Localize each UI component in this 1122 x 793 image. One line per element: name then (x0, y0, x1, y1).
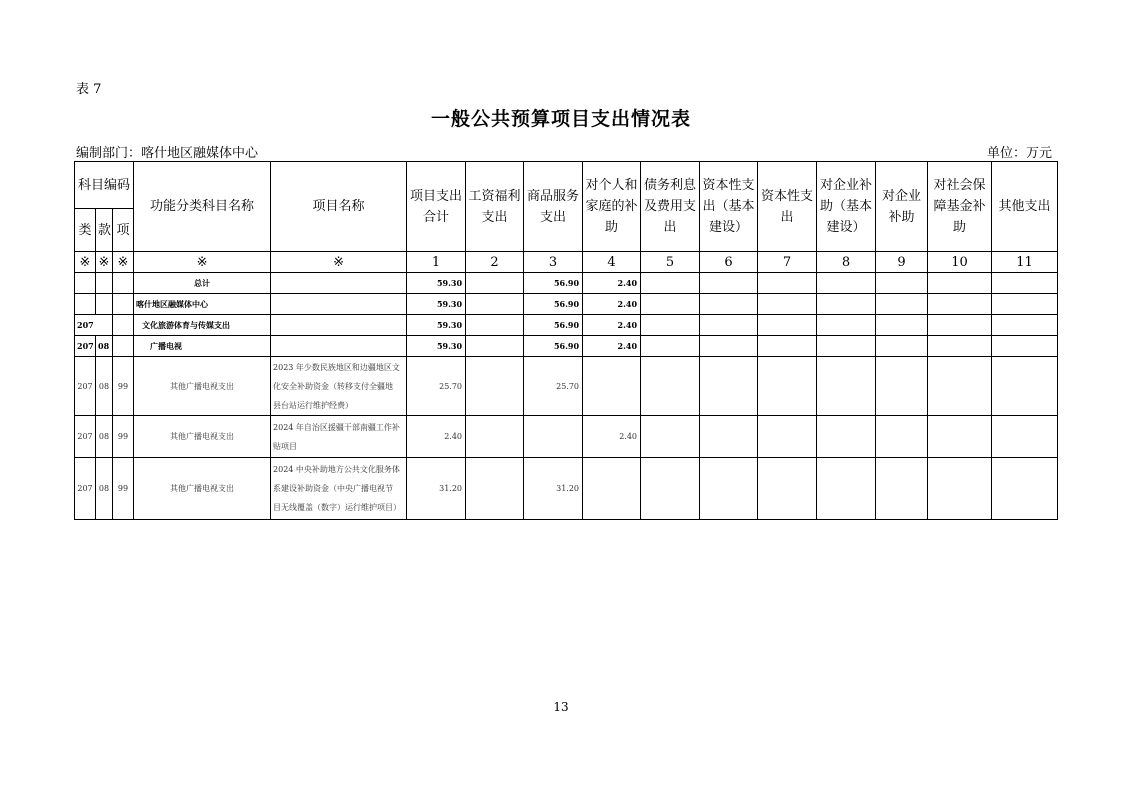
salary-cell (466, 294, 524, 315)
project-name-cell (271, 458, 407, 520)
xiang-cell (113, 273, 134, 294)
table-row (75, 315, 1058, 336)
index-cell: 7 (758, 252, 817, 273)
total-cell: 59.30 (407, 336, 466, 357)
index-cell: 9 (876, 252, 928, 273)
header-lei: 类 (75, 209, 96, 252)
header-xiang: 项 (113, 209, 134, 252)
header-salary: 工资福利支出 (466, 162, 524, 252)
salary-cell (466, 315, 524, 336)
goods-cell: 25.70 (524, 357, 583, 416)
function-name-cell: 总计 (134, 273, 271, 294)
index-cell: ※ (96, 252, 113, 273)
total-cell: 59.30 (407, 315, 466, 336)
header-enterprise-basic: 对企业补助（基本建设） (817, 162, 876, 252)
total-cell: 2.40 (407, 416, 466, 458)
index-cell: ※ (113, 252, 134, 273)
household-cell: 2.40 (583, 416, 641, 458)
index-cell: 4 (583, 252, 641, 273)
header-goods-services: 商品服务支出 (524, 162, 583, 252)
kuan-cell: 08 (96, 357, 113, 416)
project-line: 系建设补助资金（中央广播电视节 (273, 484, 394, 493)
index-cell: 1 (407, 252, 466, 273)
xiang-cell (113, 315, 134, 336)
project-line: 目无线覆盖（数字）运行维护项目） (273, 503, 402, 512)
total-cell: 59.30 (407, 273, 466, 294)
header-debt-interest: 债务利息及费用支出 (641, 162, 700, 252)
total-cell: 59.30 (407, 294, 466, 315)
header-other: 其他支出 (992, 162, 1058, 252)
header-capital: 资本性支出 (758, 162, 817, 252)
header-project-total: 项目支出合计 (407, 162, 466, 252)
salary-cell (466, 458, 524, 520)
lei-cell: 207 (75, 458, 96, 520)
project-line: 2023 年少数民族地区和边疆地区文 (273, 362, 400, 372)
project-name-cell (271, 357, 407, 416)
goods-cell: 56.90 (524, 273, 583, 294)
project-name-cell (271, 273, 407, 294)
lei-cell: 207 (75, 357, 96, 416)
salary-cell (466, 357, 524, 416)
index-cell: 8 (817, 252, 876, 273)
goods-cell: 56.90 (524, 294, 583, 315)
project-line: 贴项目 (273, 441, 298, 451)
index-cell: 5 (641, 252, 700, 273)
project-name-cell (271, 416, 407, 458)
header-capital-basic: 资本性支出（基本建设） (700, 162, 758, 252)
index-cell: 6 (700, 252, 758, 273)
index-cell: ※ (271, 252, 407, 273)
salary-cell (466, 273, 524, 294)
table-label: 表 7 (76, 82, 102, 97)
project-line: 2024 中央补助地方公共文化服务体 (273, 465, 400, 474)
household-cell: 2.40 (583, 273, 641, 294)
page-title: 一般公共预算项目支出情况表 (430, 108, 691, 130)
function-name-cell: 其他广播电视支出 (134, 416, 271, 458)
household-cell: 2.40 (583, 294, 641, 315)
kuan-cell (96, 273, 113, 294)
salary-cell (466, 336, 524, 357)
goods-cell: 56.90 (524, 315, 583, 336)
goods-cell: 31.20 (524, 458, 583, 520)
salary-cell (466, 416, 524, 458)
table-row (75, 336, 1058, 357)
table-row (75, 273, 1058, 294)
kuan-cell: 08 (96, 458, 113, 520)
project-name-cell (271, 315, 407, 336)
xiang-cell: 99 (113, 458, 134, 520)
goods-cell (524, 416, 583, 458)
lei-cell: 207 (75, 416, 96, 458)
xiang-cell (113, 294, 134, 315)
xiang-cell (113, 336, 134, 357)
project-line: 2024 年自治区援疆干部南疆工作补 (273, 422, 400, 432)
function-name-cell: 其他广播电视支出 (134, 458, 271, 520)
header-household-subsidy: 对个人和家庭的补助 (583, 162, 641, 252)
header-social-security: 对社会保障基金补助 (928, 162, 992, 252)
table-row (75, 357, 1058, 416)
header-kuan: 款 (96, 209, 113, 252)
index-cell: ※ (75, 252, 96, 273)
header-subject-code: 科目编码 (75, 162, 134, 209)
department-label: 编制部门：喀什地区融媒体中心 (76, 146, 259, 161)
total-cell: 25.70 (407, 357, 466, 416)
household-cell (583, 458, 641, 520)
index-cell: 10 (928, 252, 992, 273)
page-number: 13 (553, 700, 569, 714)
index-cell: ※ (134, 252, 271, 273)
kuan-cell (96, 294, 113, 315)
function-name-cell: 文化旅游体育与传媒支出 (134, 315, 271, 336)
function-name-cell: 其他广播电视支出 (134, 357, 271, 416)
header-project-name: 项目名称 (271, 162, 407, 252)
unit-label: 单位：万元 (986, 146, 1052, 161)
index-cell: 11 (992, 252, 1058, 273)
table-row (75, 294, 1058, 315)
index-cell: 3 (524, 252, 583, 273)
total-cell: 31.20 (407, 458, 466, 520)
household-cell: 2.40 (583, 336, 641, 357)
kuan-cell: 08 (96, 336, 113, 357)
goods-cell: 56.90 (524, 336, 583, 357)
lei-cell (75, 294, 96, 315)
function-name-cell: 广播电视 (134, 336, 271, 357)
lei-cell (75, 273, 96, 294)
project-line: 县台站运行维护经费） (273, 400, 354, 410)
household-cell: 2.40 (583, 315, 641, 336)
table-row (75, 458, 1058, 520)
function-name-cell: 喀什地区融媒体中心 (134, 294, 271, 315)
header-function-name: 功能分类科目名称 (134, 162, 271, 252)
xiang-cell: 99 (113, 416, 134, 458)
kuan-cell: 08 (96, 416, 113, 458)
header-enterprise: 对企业补助 (876, 162, 928, 252)
project-name-cell (271, 336, 407, 357)
xiang-cell: 99 (113, 357, 134, 416)
project-line: 化安全补助资金（转移支付全疆地 (273, 381, 394, 391)
index-cell: 2 (466, 252, 524, 273)
household-cell (583, 357, 641, 416)
project-name-cell (271, 294, 407, 315)
budget-table (74, 161, 1058, 520)
table-row (75, 416, 1058, 458)
lei-cell: 207 (75, 336, 96, 357)
lei-cell: 207 (75, 315, 113, 336)
